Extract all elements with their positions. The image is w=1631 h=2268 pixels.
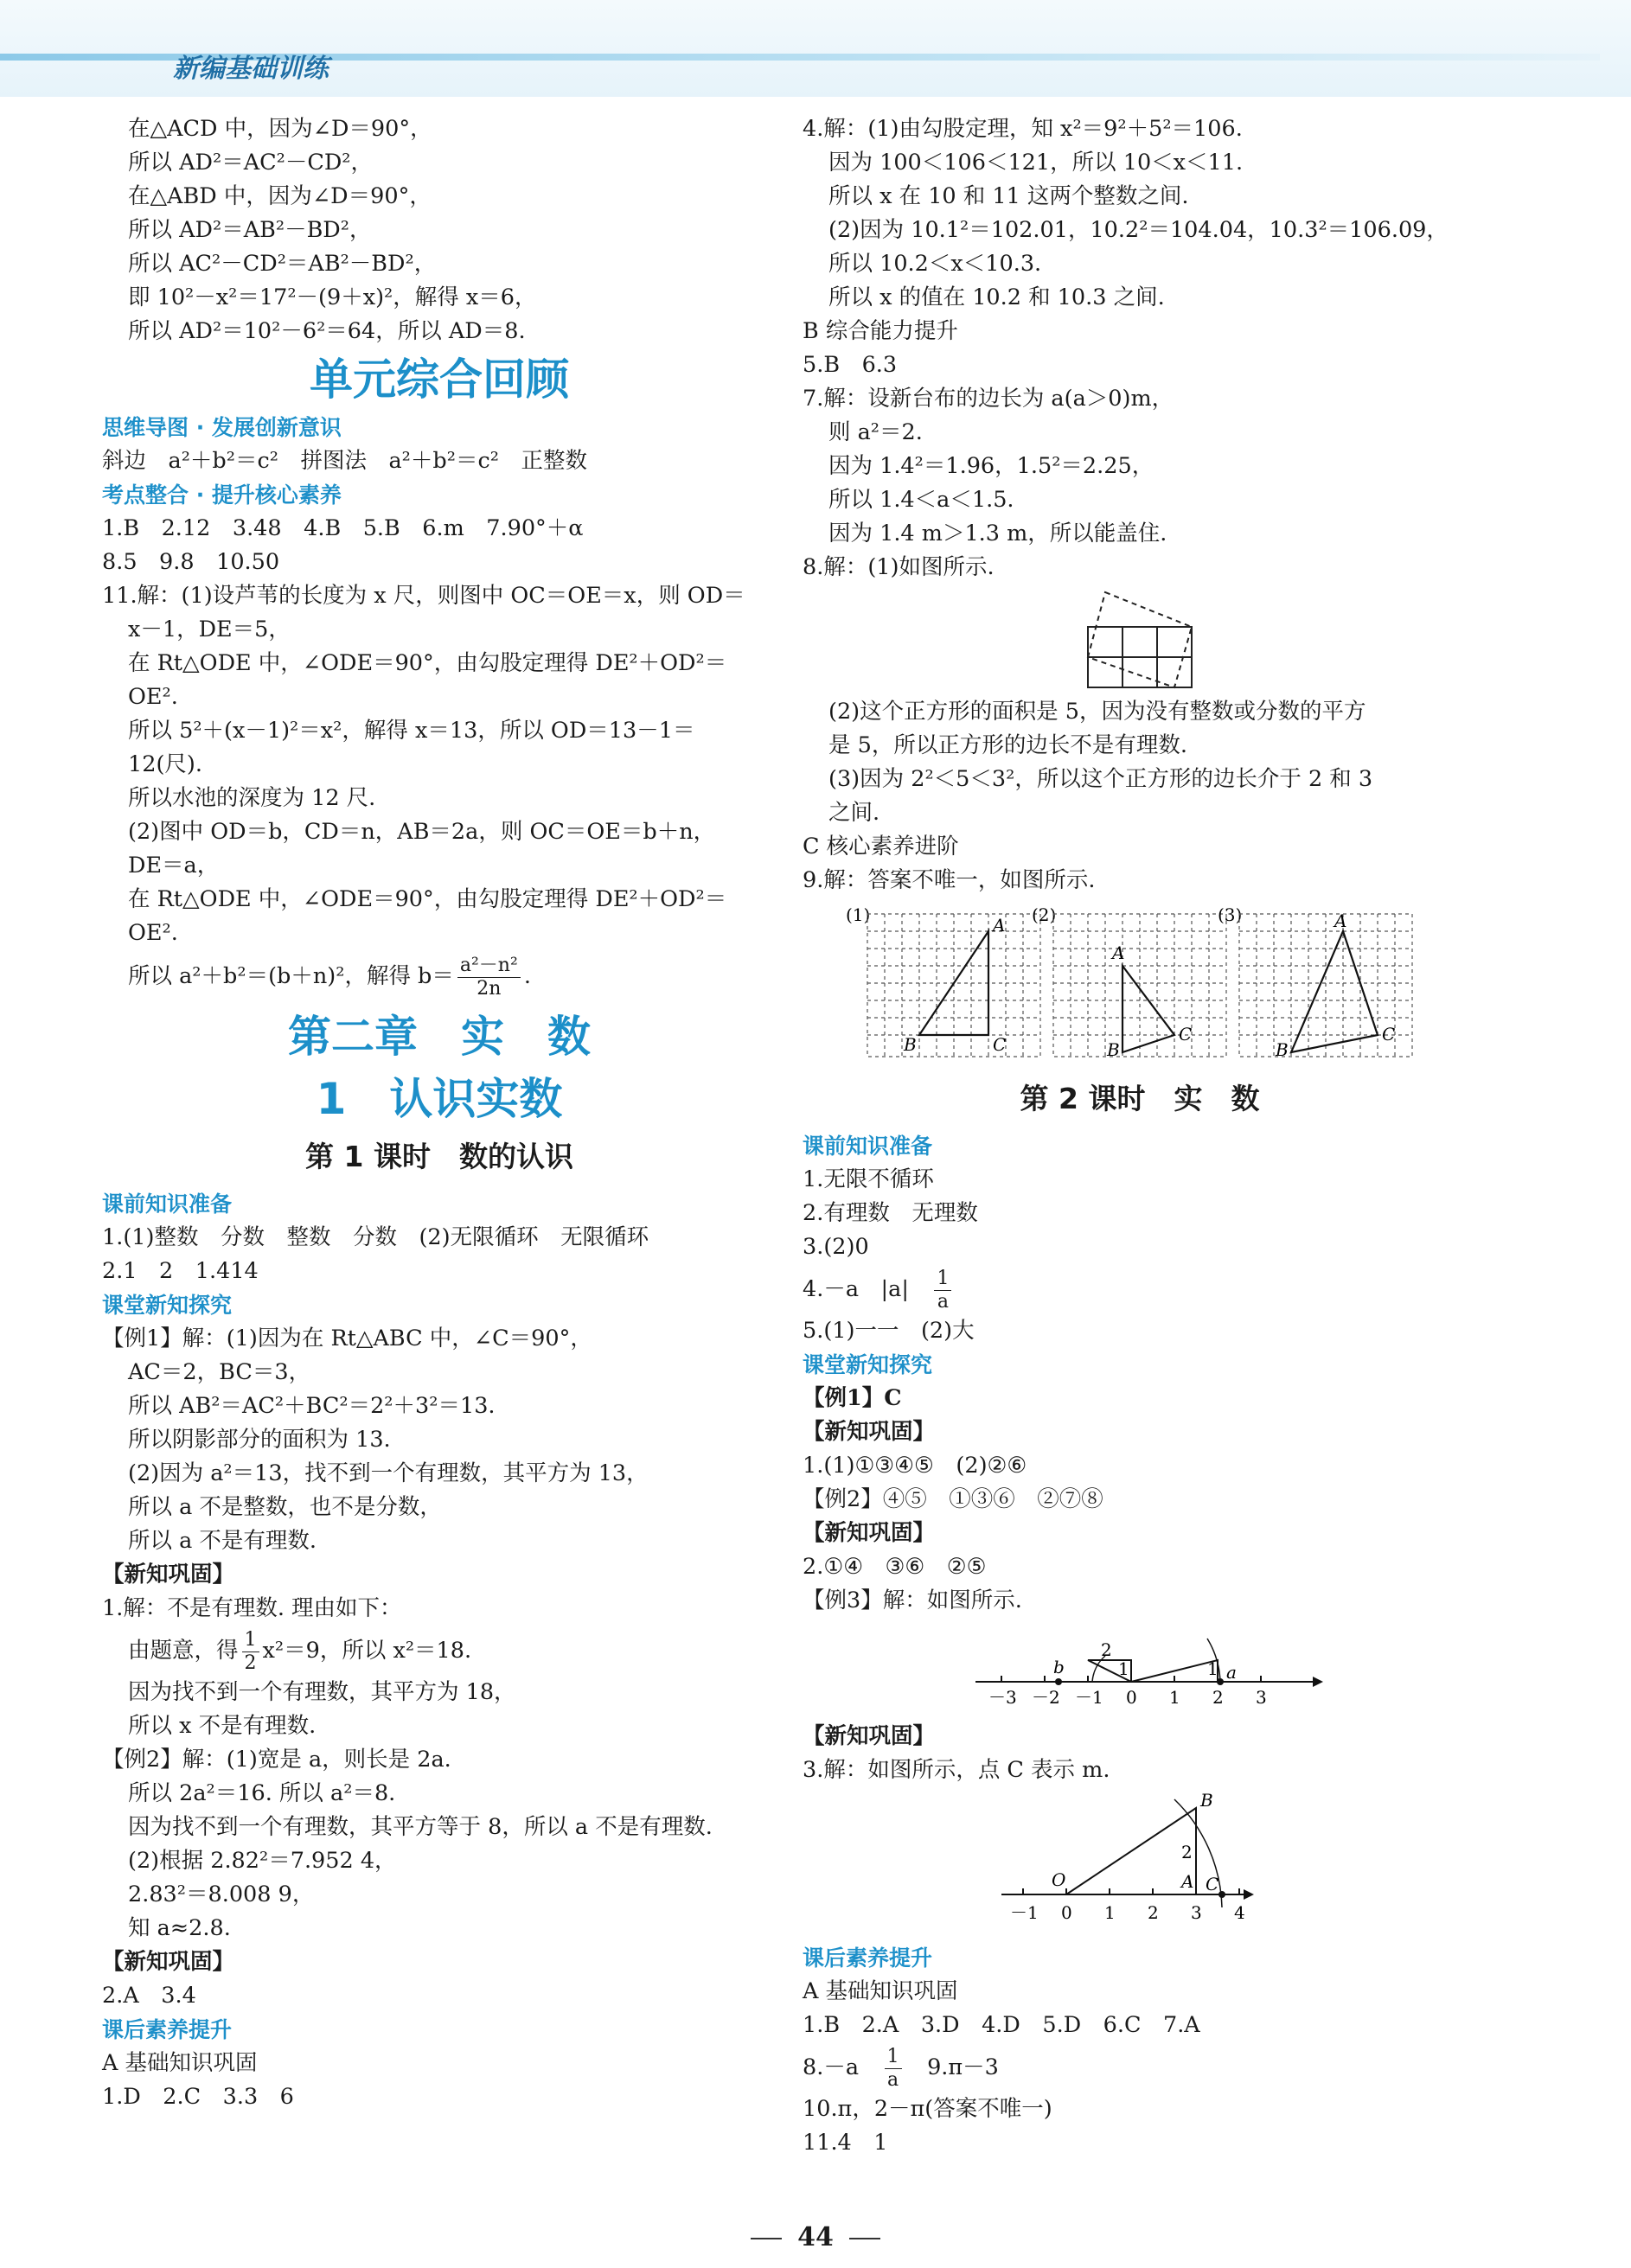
point-label: A — [993, 915, 1006, 936]
grid-label: (1) — [846, 904, 871, 925]
text-line: 因为找不到一个有理数，其平方为 18， — [128, 1679, 516, 1705]
lesson-title: 第 1 课时 数的认识 — [305, 1140, 573, 1173]
text-line: (2)因为 a²＝13，找不到一个有理数，其平方为 13， — [128, 1460, 649, 1486]
tick-label: 2 — [1148, 1902, 1159, 1923]
answer-line: 1.D 2.C 3.3 6 — [102, 2084, 294, 2110]
grid-1 — [846, 904, 1040, 1057]
answer-line: 5.B 6.3 — [803, 352, 898, 378]
segment-label: 2 — [1101, 1639, 1112, 1660]
section-heading: 考点整合 · 提升核心素养 — [102, 482, 342, 508]
point-label: C — [1206, 1874, 1219, 1894]
text-line: 2.有理数 无理数 — [803, 1200, 978, 1226]
section-heading: 课后素养提升 — [803, 1945, 933, 1971]
fraction-denominator: 2 — [244, 1651, 257, 1674]
grid-label: (2) — [1032, 904, 1057, 925]
text-line: 在△ACD 中，因为∠D＝90°， — [128, 116, 432, 142]
text: 所以 a²＋b²＝(b＋n)²，解得 b＝ — [128, 963, 454, 989]
text-line: 3.(2)0 — [803, 1234, 869, 1260]
text-line-fraction — [102, 950, 777, 1002]
tick-label: －1 — [1075, 1687, 1103, 1708]
right-column — [803, 112, 1477, 2160]
text-line-fraction — [803, 2042, 1477, 2092]
lesson-2-title: 第 2 课时 实 数 — [1020, 1082, 1260, 1115]
text-line: 所以 AC²－CD²＝AB²－BD²， — [128, 251, 437, 277]
point-b — [1055, 1678, 1062, 1685]
text-line: 在△ABD 中，因为∠D＝90°， — [128, 183, 432, 209]
text-line: OE². — [128, 684, 178, 710]
text-line: 所以 5²＋(x－1)²＝x²，解得 x＝13，所以 OD＝13－1＝ — [128, 718, 695, 744]
tick-label: －2 — [1032, 1687, 1060, 1708]
text-line: 12(尺). — [128, 751, 202, 777]
question-11 — [102, 579, 777, 1002]
text-line: (3)因为 2²＜5＜3²，所以这个正方形的边长介于 2 和 3 — [828, 766, 1373, 792]
axis-arrow — [1244, 1889, 1254, 1900]
answer-line: 2.①④ ③⑥ ②⑤ — [803, 1554, 987, 1580]
text-line: AC＝2，BC＝3， — [128, 1359, 311, 1385]
grid-3 — [1218, 904, 1412, 1060]
dash — [849, 2238, 880, 2239]
tick-label: 3 — [1256, 1687, 1267, 1708]
tick-label: 1 — [1169, 1687, 1180, 1708]
text-line: OE². — [128, 920, 178, 946]
example-1 — [102, 1322, 777, 1558]
text-line: 所以 a 不是整数，也不是分数， — [128, 1494, 442, 1520]
dash — [751, 2238, 782, 2239]
answer-line: 10.π，2－π(答案不唯一) — [803, 2096, 1052, 2122]
subsection-heading: A 基础知识巩固 — [102, 2050, 258, 2076]
tick-label: －1 — [1010, 1902, 1039, 1923]
axis-arrow — [1313, 1677, 1323, 1687]
text-line: 3.解：如图所示，点 C 表示 m. — [803, 1757, 1110, 1783]
page-number — [0, 2222, 1631, 2252]
text: 9.π－3 — [927, 2054, 999, 2080]
grid-label: (3) — [1218, 904, 1243, 925]
section-heading: 课前知识准备 — [102, 1191, 233, 1217]
text: 8.－a — [803, 2054, 860, 2080]
text-line: 所以水池的深度为 12 尺. — [128, 785, 376, 811]
text-line: 【例2】解：(1)宽是 a，则长是 2a. — [102, 1747, 451, 1773]
tilted-square — [1088, 592, 1192, 687]
point-label: B — [1107, 1039, 1120, 1060]
point-label: a — [1226, 1662, 1237, 1683]
point-label: C — [1179, 1024, 1193, 1045]
consolidation-heading: 【新知巩固】 — [803, 1723, 936, 1749]
subsection-heading: C 核心素养进阶 — [803, 834, 959, 859]
example-line: 【例1】C — [803, 1385, 902, 1411]
text-line: 1.解：不是有理数. 理由如下： — [102, 1595, 402, 1621]
fraction — [242, 1629, 259, 1675]
text-line: 是 5，所以正方形的边长不是有理数. — [828, 732, 1187, 758]
consolidation-heading: 【新知巩固】 — [803, 1419, 936, 1445]
tick-label: 0 — [1061, 1902, 1072, 1923]
section-heading: 课堂新知探究 — [803, 1352, 933, 1377]
text: . — [523, 963, 531, 989]
text-line: 因为 1.4²＝1.96，1.5²＝2.25， — [828, 453, 1154, 479]
tick-label: 4 — [1234, 1902, 1245, 1923]
text-line: 所以 AD²＝10²－6²＝64，所以 AD＝8. — [128, 318, 526, 344]
question-7 — [803, 382, 1477, 551]
point-label: B — [1200, 1791, 1213, 1811]
text-line: 【例1】解：(1)因为在 Rt△ABC 中，∠C＝90°， — [102, 1326, 592, 1351]
example-line: 【例2】④⑤ ①③⑥ ②⑦⑧ — [803, 1486, 1103, 1512]
text-line: 所以 x 的值在 10.2 和 10.3 之间. — [828, 284, 1165, 310]
text-line: (2)这个正方形的面积是 5，因为没有整数或分数的平方 — [828, 699, 1366, 725]
text-line: 即 10²－x²＝17²－(9＋x)²，解得 x＝6， — [128, 284, 537, 310]
fraction-denominator: a — [937, 1290, 949, 1313]
text-line: 知 a≈2.8. — [128, 1915, 231, 1941]
point-label: C — [1382, 1024, 1396, 1045]
tick-label: 3 — [1191, 1902, 1202, 1923]
text-line: 所以 1.4＜a＜1.5. — [828, 487, 1014, 513]
text-line: 所以 x 在 10 和 11 这两个整数之间. — [828, 183, 1189, 209]
fraction — [457, 955, 521, 1000]
consolidation-heading: 【新知巩固】 — [102, 1562, 235, 1588]
fraction-numerator: a²－n² — [457, 955, 521, 978]
fraction — [934, 1268, 951, 1313]
text-line: 所以 AD²＝AB²－BD²， — [128, 217, 372, 243]
segment-label: 2 — [1181, 1842, 1193, 1862]
point-c — [1218, 1891, 1225, 1898]
text-line: x－1，DE＝5， — [128, 617, 291, 642]
answer-line: 1.B 2.12 3.48 4.B 5.B 6.m 7.90°＋α — [102, 515, 584, 541]
number-line-figure-1 — [803, 1621, 1477, 1716]
text-line: 因为 100＜106＜121，所以 10＜x＜11. — [828, 150, 1244, 176]
fraction-denominator: 2n — [477, 977, 502, 1000]
text-line: 之间. — [828, 800, 880, 826]
text-line-fraction — [803, 1264, 1477, 1314]
text-line: 则 a²＝2. — [828, 419, 923, 445]
text: 4.－a |a| — [803, 1276, 909, 1302]
text-line: 11.解：(1)设芦苇的长度为 x 尺，则图中 OC＝OE＝x，则 OD＝ — [102, 583, 745, 609]
page-number-text: 44 — [797, 2222, 834, 2252]
fraction-numerator: 1 — [934, 1268, 951, 1291]
point-label: A — [1181, 1871, 1194, 1892]
tick-label: 2 — [1212, 1687, 1224, 1708]
text-line: 2.83²＝8.008 9， — [128, 1881, 315, 1907]
tick-label: 1 — [1104, 1902, 1116, 1923]
text: x²＝9，所以 x²＝18. — [262, 1638, 472, 1664]
fraction — [885, 2046, 902, 2092]
text-line: 所以 a 不是有理数. — [128, 1528, 317, 1554]
fraction-numerator: 1 — [242, 1629, 259, 1652]
text-line: 所以阴影部分的面积为 13. — [128, 1427, 391, 1453]
answer-line: 2.A 3.4 — [102, 1983, 196, 2009]
section-title: 1 认识实数 — [316, 1074, 563, 1124]
proof-lines — [102, 112, 777, 348]
text-line: 1.(1)整数 分数 整数 分数 (2)无限循环 无限循环 — [102, 1224, 649, 1250]
text: 由题意，得 — [128, 1638, 239, 1664]
section-heading: 课堂新知探究 — [102, 1293, 233, 1318]
answer-line: 11.4 1 — [803, 2130, 888, 2156]
page-header — [0, 0, 1631, 97]
text-line: (2)根据 2.82²＝7.952 4， — [128, 1848, 397, 1874]
text-line: 所以 2a²＝16. 所以 a²＝8. — [128, 1780, 396, 1806]
point-label: B — [1276, 1039, 1289, 1060]
triangle — [1123, 966, 1174, 1052]
grid-2 — [1032, 904, 1226, 1060]
example-2 — [102, 1743, 777, 1945]
text-line: 所以 10.2＜x＜10.3. — [828, 251, 1042, 277]
text-line: 在 Rt△ODE 中，∠ODE＝90°，由勾股定理得 DE²＋OD²＝ — [128, 886, 727, 912]
fraction-numerator: 1 — [885, 2046, 902, 2069]
text-line: 所以 x 不是有理数. — [128, 1713, 317, 1739]
subsection-heading: A 基础知识巩固 — [803, 1978, 958, 2004]
answer-line: 1.B 2.A 3.D 4.D 5.D 6.C 7.A — [803, 2012, 1200, 2038]
text-line: 8.解：(1)如图所示. — [803, 554, 995, 580]
point-label: A — [1112, 942, 1125, 963]
text-line: 5.(1)一一 (2)大 — [803, 1318, 975, 1344]
text-line: 7.解：设新台布的边长为 a(a＞0)m， — [803, 386, 1174, 412]
text-line: 斜边 a²＋b²＝c² 拼图法 a²＋b²＝c² 正整数 — [102, 448, 587, 474]
example-line: 【例3】解：如图所示. — [803, 1588, 1022, 1613]
point-label: O — [1052, 1869, 1066, 1890]
text-line: 4.解：(1)由勾股定理，知 x²＝9²＋5²＝106. — [803, 116, 1243, 142]
text-line: (2)图中 OD＝b，CD＝n，AB＝2a，则 OC＝OE＝b＋n， — [128, 819, 716, 845]
text-line: 所以 AD²＝AC²－CD²， — [128, 150, 374, 176]
left-column — [102, 112, 777, 2114]
triangle — [1291, 931, 1378, 1052]
consolidation-heading: 【新知巩固】 — [102, 1949, 235, 1975]
text-line-fraction — [102, 1626, 777, 1676]
point-label: B — [904, 1034, 917, 1055]
consolidation-heading: 【新知巩固】 — [803, 1520, 936, 1546]
text-line: 在 Rt△ODE 中，∠ODE＝90°，由勾股定理得 DE²＋OD²＝ — [128, 650, 727, 676]
text-line: (2)因为 10.1²＝102.01，10.2²＝104.04，10.3²＝106.09， — [828, 217, 1449, 243]
section-heading: 课后素养提升 — [102, 2017, 233, 2042]
answer-line: 1.(1)①③④⑤ (2)②⑥ — [803, 1453, 1027, 1479]
answer-line: 8.5 9.8 10.50 — [102, 549, 280, 575]
section-heading: 课前知识准备 — [803, 1134, 933, 1159]
dashed-grid — [1053, 914, 1226, 1057]
text-line: 2.1 2 1.414 — [102, 1258, 259, 1284]
point-label: C — [993, 1034, 1007, 1055]
subsection-heading: B 综合能力提升 — [803, 318, 958, 344]
point-label: A — [1334, 910, 1347, 931]
unit-review-title: 单元综合回顾 — [310, 355, 569, 405]
text-line: 因为找不到一个有理数，其平方等于 8，所以 a 不是有理数. — [128, 1814, 713, 1840]
square-figure — [803, 588, 1477, 692]
triangle-grids-figure — [803, 901, 1477, 1065]
text-line: 9.解：答案不唯一，如图所示. — [803, 867, 1096, 893]
point-a — [1217, 1678, 1224, 1685]
text-line: 1.无限不循环 — [803, 1166, 934, 1192]
segment-label: 1 — [1207, 1658, 1218, 1679]
header-title: 新编基础训练 — [173, 54, 329, 84]
section-heading: 思维导图 · 发展创新意识 — [102, 415, 342, 440]
question-4 — [803, 112, 1477, 315]
segment-label: 1 — [1118, 1658, 1129, 1679]
text-line: DE＝a， — [128, 853, 220, 878]
number-line-figure-2 — [803, 1791, 1477, 1938]
chapter-title: 第二章 实 数 — [288, 1012, 591, 1062]
fraction-denominator: a — [887, 2068, 899, 2091]
tick-label: －3 — [988, 1687, 1017, 1708]
point-label: b — [1053, 1657, 1065, 1677]
text-line: 因为 1.4 m＞1.3 m，所以能盖住. — [828, 521, 1167, 546]
tick-label: 0 — [1126, 1687, 1137, 1708]
right-triangle — [1066, 1808, 1196, 1894]
text-line: 所以 AB²＝AC²＋BC²＝2²＋3²＝13. — [128, 1393, 496, 1419]
